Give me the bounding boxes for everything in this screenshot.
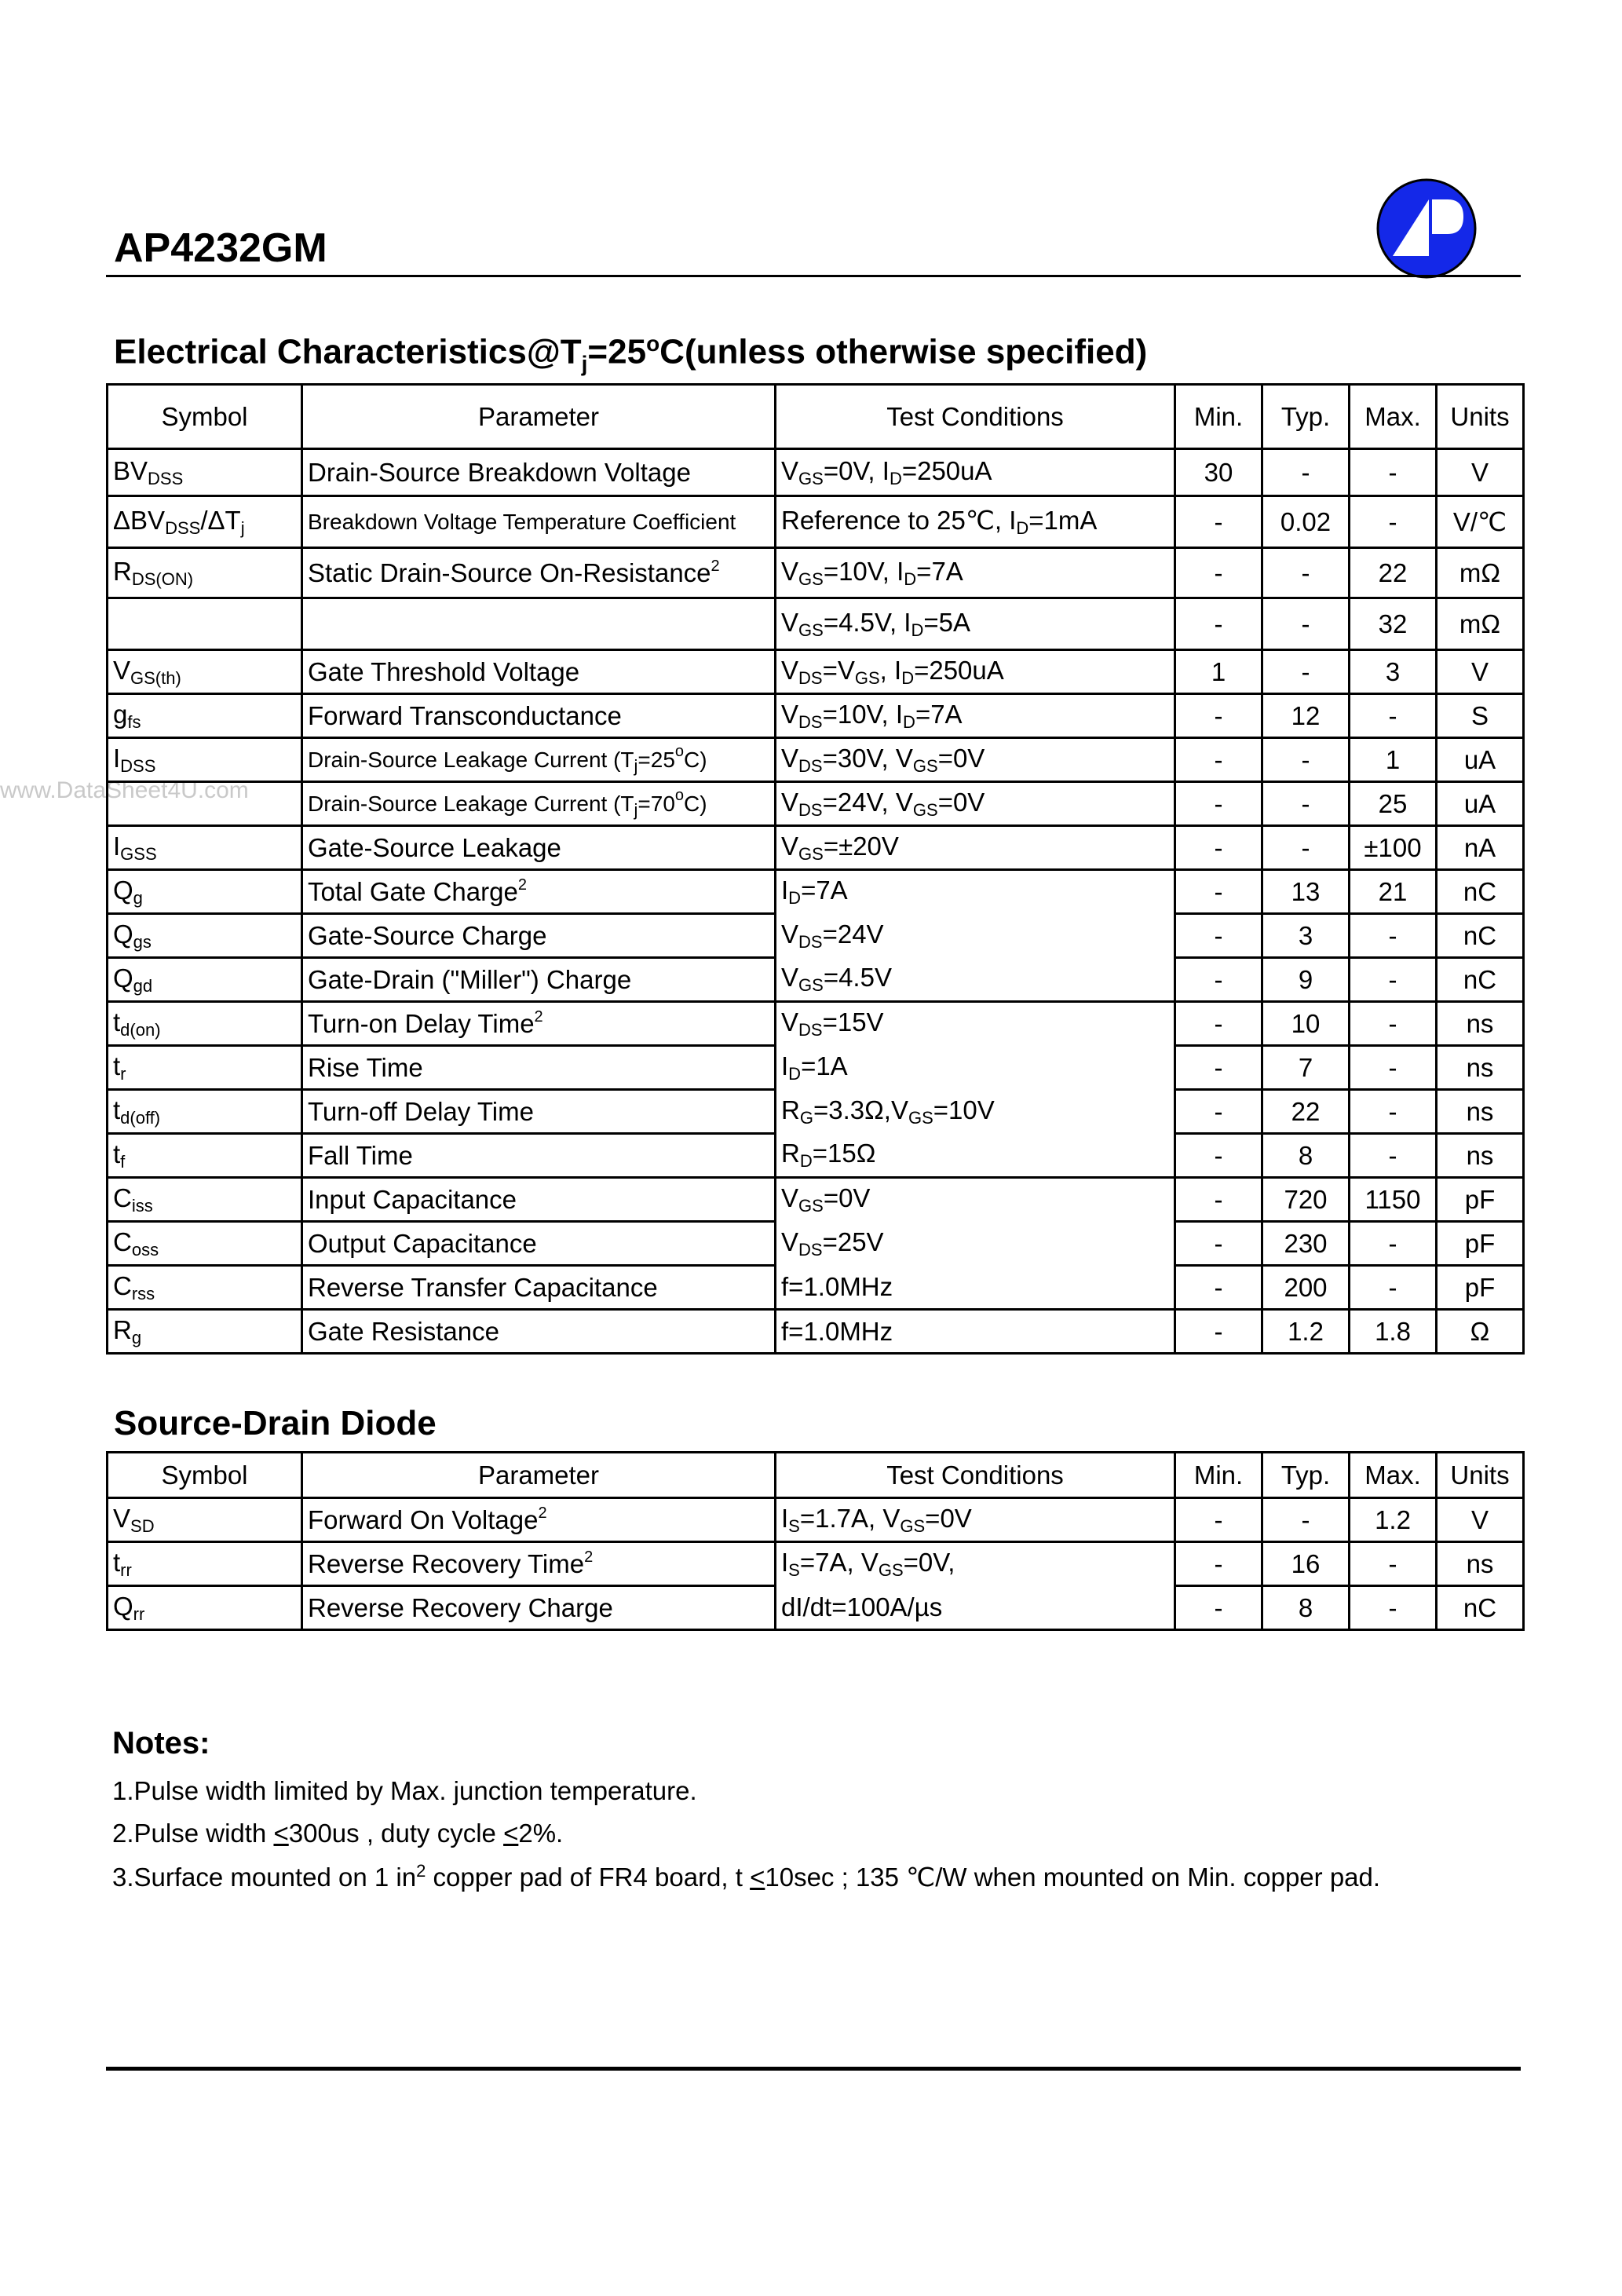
parameter-cell: Rise Time [302, 1046, 776, 1090]
parameter-cell: Input Capacitance [302, 1178, 776, 1222]
max-cell: 21 [1350, 870, 1437, 914]
note-2: 2.Pulse width <300us , duty cycle <2%. [112, 1819, 564, 1848]
min-cell: - [1175, 1222, 1262, 1266]
min-cell: - [1175, 914, 1262, 958]
symbol-cell: $Q_{gs}$ [108, 914, 302, 958]
parameter-cell: Fall Time [302, 1134, 776, 1178]
notes-title: Notes: [112, 1726, 210, 1760]
note-3: 3.Surface mounted on 1 $in^2$ copper pad of FR4 board, t <10sec ; 135 ℃/W when mounted on Min. copper pad. [112, 1861, 1381, 1892]
symbol-cell: $R_{DS(ON)}$ [108, 548, 302, 598]
unit-cell: pF [1437, 1266, 1524, 1310]
table-row [108, 1266, 1524, 1310]
typ-cell: - [1262, 782, 1350, 826]
unit-cell: mΩ [1437, 548, 1524, 598]
max-cell: 1150 [1350, 1178, 1437, 1222]
symbol-cell: $V_{SD}$ [108, 1498, 302, 1542]
header-symbol: Symbol [108, 385, 302, 449]
parameter-cell: Gate-Source Leakage [302, 826, 776, 870]
parameter-cell: Reverse Transfer Capacitance [302, 1266, 776, 1310]
symbol-cell: $t_r$ [108, 1046, 302, 1090]
test-condition-cell: $I_D=7A$ [776, 870, 1175, 914]
table-row [108, 1586, 1524, 1630]
symbol-cell: $BV_{DSS}$ [108, 449, 302, 496]
min-cell: - [1175, 1090, 1262, 1134]
typ-cell: - [1262, 650, 1350, 694]
symbol-cell: $\Delta BV_{DSS}/\Delta T_j$ [108, 496, 302, 548]
table-row [108, 826, 1524, 870]
table-row [108, 1498, 1524, 1542]
diode-title: Source-Drain Diode [114, 1404, 437, 1442]
unit-cell: uA [1437, 782, 1524, 826]
min-cell: - [1175, 782, 1262, 826]
max-cell: 1.2 [1350, 1498, 1437, 1542]
test-condition-cell: Reference to 25℃, $I_D=1mA$ [776, 496, 1175, 548]
symbol-cell: $C_{iss}$ [108, 1178, 302, 1222]
header-parameter: Parameter [302, 1453, 776, 1498]
min-cell: - [1175, 826, 1262, 870]
header-max: Max. [1350, 385, 1437, 449]
source-drain-diode-table [106, 1451, 1525, 1631]
typ-cell: - [1262, 826, 1350, 870]
symbol-cell: $Q_{rr}$ [108, 1586, 302, 1630]
symbol-cell [108, 782, 302, 826]
unit-cell: Ω [1437, 1310, 1524, 1354]
symbol-cell: $R_g$ [108, 1310, 302, 1354]
typ-cell: 9 [1262, 958, 1350, 1002]
parameter-cell: Reverse Recovery Time$^2$ [302, 1542, 776, 1586]
symbol-cell: $Q_{gd}$ [108, 958, 302, 1002]
min-cell: - [1175, 1134, 1262, 1178]
table-row [108, 694, 1524, 738]
electrical-title: Electrical $Characteristics@T_j=25^oC(unless$ otherwise specified) [114, 331, 1148, 376]
header-units: Units [1437, 1453, 1524, 1498]
table-row [108, 1310, 1524, 1354]
test-condition-cell: f=1.0MHz [776, 1266, 1175, 1310]
table-row [108, 496, 1524, 548]
typ-cell: - [1262, 1498, 1350, 1542]
typ-cell: 10 [1262, 1002, 1350, 1046]
unit-cell: nC [1437, 870, 1524, 914]
unit-cell: ns [1437, 1046, 1524, 1090]
part-number: AP4232GM [114, 225, 327, 271]
test-condition-cell: $V_{GS}=4.5V$ [776, 958, 1175, 1002]
unit-cell: ns [1437, 1090, 1524, 1134]
test-condition-cell: $I_S=1.7A$, $V_{GS}=0V$ [776, 1498, 1175, 1542]
typ-cell: 3 [1262, 914, 1350, 958]
max-cell: - [1350, 1222, 1437, 1266]
typ-cell: 0.02 [1262, 496, 1350, 548]
max-cell: 1.8 [1350, 1310, 1437, 1354]
min-cell: - [1175, 1586, 1262, 1630]
table-row [108, 738, 1524, 782]
header-min: Min. [1175, 385, 1262, 449]
typ-cell: 22 [1262, 1090, 1350, 1134]
unit-cell: ns [1437, 1134, 1524, 1178]
max-cell: 22 [1350, 548, 1437, 598]
min-cell: - [1175, 958, 1262, 1002]
table-row [108, 650, 1524, 694]
max-cell: - [1350, 449, 1437, 496]
test-condition-cell: $V_{DS}=30V$, $V_{GS}=0V$ [776, 738, 1175, 782]
min-cell: - [1175, 598, 1262, 650]
typ-cell: 230 [1262, 1222, 1350, 1266]
symbol-cell: $t_f$ [108, 1134, 302, 1178]
max-cell: - [1350, 1090, 1437, 1134]
parameter-cell: Output Capacitance [302, 1222, 776, 1266]
max-cell: ±100 [1350, 826, 1437, 870]
table-row [108, 1542, 1524, 1586]
min-cell: - [1175, 1266, 1262, 1310]
max-cell: - [1350, 694, 1437, 738]
test-condition-cell: $I_S=7A$, $V_{GS}=0V$, [776, 1542, 1175, 1586]
parameter-cell: Turn-off Delay Time [302, 1090, 776, 1134]
symbol-cell: $V_{GS(th)}$ [108, 650, 302, 694]
typ-cell: - [1262, 738, 1350, 782]
header-units: Units [1437, 385, 1524, 449]
symbol-cell: $t_{d(off)}$ [108, 1090, 302, 1134]
max-cell: - [1350, 914, 1437, 958]
parameter-cell: Reverse Recovery Charge [302, 1586, 776, 1630]
test-condition-cell: dI/dt=100A/µs [776, 1586, 1175, 1630]
header-row [108, 385, 1524, 449]
unit-cell: uA [1437, 738, 1524, 782]
parameter-cell: Gate-Source Charge [302, 914, 776, 958]
test-condition-cell: $V_{DS}=15V$ [776, 1002, 1175, 1046]
header-test-conditions: Test Conditions [776, 385, 1175, 449]
symbol-cell: $g_{fs}$ [108, 694, 302, 738]
typ-cell: 200 [1262, 1266, 1350, 1310]
header-row [108, 1453, 1524, 1498]
unit-cell: V [1437, 449, 1524, 496]
unit-cell: nA [1437, 826, 1524, 870]
max-cell: 32 [1350, 598, 1437, 650]
unit-cell: mΩ [1437, 598, 1524, 650]
test-condition-cell: $V_{GS}=\pm 20V$ [776, 826, 1175, 870]
max-cell: - [1350, 1002, 1437, 1046]
company-logo [1375, 177, 1478, 280]
unit-cell: V [1437, 1498, 1524, 1542]
typ-cell: 13 [1262, 870, 1350, 914]
max-cell: - [1350, 1134, 1437, 1178]
test-condition-cell: $V_{DS}=25V$ [776, 1222, 1175, 1266]
symbol-cell: $t_{d(on)}$ [108, 1002, 302, 1046]
parameter-cell: Drain-Source Leakage Current $(T_j=70^oC)$ [302, 782, 776, 826]
typ-cell: 1.2 [1262, 1310, 1350, 1354]
test-condition-cell: $V_{GS}=0V$, $I_D=250uA$ [776, 449, 1175, 496]
test-condition-cell: f=1.0MHz [776, 1310, 1175, 1354]
max-cell: 25 [1350, 782, 1437, 826]
typ-cell: - [1262, 548, 1350, 598]
header-parameter: Parameter [302, 385, 776, 449]
typ-cell: 16 [1262, 1542, 1350, 1586]
parameter-cell: Gate Resistance [302, 1310, 776, 1354]
header-rule [106, 275, 1521, 277]
min-cell: - [1175, 1178, 1262, 1222]
test-condition-cell: $V_{GS}=4.5V$, $I_D=5A$ [776, 598, 1175, 650]
symbol-cell: $I_{GSS}$ [108, 826, 302, 870]
min-cell: - [1175, 548, 1262, 598]
unit-cell: ns [1437, 1542, 1524, 1586]
symbol-cell: $Q_g$ [108, 870, 302, 914]
symbol-cell: $C_{rss}$ [108, 1266, 302, 1310]
header-test-conditions: Test Conditions [776, 1453, 1175, 1498]
parameter-cell: Forward Transconductance [302, 694, 776, 738]
typ-cell: 8 [1262, 1134, 1350, 1178]
unit-cell: S [1437, 694, 1524, 738]
typ-cell: 8 [1262, 1586, 1350, 1630]
min-cell: - [1175, 496, 1262, 548]
max-cell: - [1350, 1542, 1437, 1586]
unit-cell: ns [1437, 1002, 1524, 1046]
watermark: www.DataSheet4U.com [0, 777, 249, 803]
typ-cell: 12 [1262, 694, 1350, 738]
parameter-cell: Total Gate Charge$^2$ [302, 870, 776, 914]
max-cell: 1 [1350, 738, 1437, 782]
test-condition-cell: $R_D=15\Omega$ [776, 1134, 1175, 1178]
max-cell: - [1350, 1046, 1437, 1090]
table-row [108, 1046, 1524, 1090]
symbol-cell: $t_{rr}$ [108, 1542, 302, 1586]
min-cell: - [1175, 1310, 1262, 1354]
min-cell: - [1175, 870, 1262, 914]
symbol-cell [108, 598, 302, 650]
min-cell: - [1175, 1046, 1262, 1090]
typ-cell: 720 [1262, 1178, 1350, 1222]
max-cell: - [1350, 1586, 1437, 1630]
max-cell: - [1350, 1266, 1437, 1310]
header-typ: Typ. [1262, 385, 1350, 449]
test-condition-cell: $V_{DS}=24V$ [776, 914, 1175, 958]
parameter-cell: Breakdown Voltage Temperature Coefficient [302, 496, 776, 548]
min-cell: - [1175, 738, 1262, 782]
electrical-characteristics-table [106, 383, 1525, 1355]
table-row [108, 1134, 1524, 1178]
parameter-cell: Gate Threshold Voltage [302, 650, 776, 694]
table-row [108, 598, 1524, 650]
header-max: Max. [1350, 1453, 1437, 1498]
unit-cell: nC [1437, 914, 1524, 958]
test-condition-cell: $I_D=1A$ [776, 1046, 1175, 1090]
min-cell: 1 [1175, 650, 1262, 694]
min-cell: - [1175, 1542, 1262, 1586]
unit-cell: nC [1437, 1586, 1524, 1630]
test-condition-cell: $V_{DS}=24V$, $V_{GS}=0V$ [776, 782, 1175, 826]
table-row [108, 958, 1524, 1002]
max-cell: - [1350, 496, 1437, 548]
table-row [108, 1222, 1524, 1266]
symbol-cell: $I_{DSS}$ [108, 738, 302, 782]
min-cell: 30 [1175, 449, 1262, 496]
max-cell: 3 [1350, 650, 1437, 694]
parameter-cell: Drain-Source Leakage Current $(T_j=25^oC)$ [302, 738, 776, 782]
header-typ: Typ. [1262, 1453, 1350, 1498]
unit-cell: V/℃ [1437, 496, 1524, 548]
unit-cell: pF [1437, 1178, 1524, 1222]
header-symbol: Symbol [108, 1453, 302, 1498]
typ-cell: 7 [1262, 1046, 1350, 1090]
parameter-cell: Drain-Source Breakdown Voltage [302, 449, 776, 496]
typ-cell: - [1262, 598, 1350, 650]
parameter-cell: Static Drain-Source On-Resistance$^2$ [302, 548, 776, 598]
unit-cell: nC [1437, 958, 1524, 1002]
parameter-cell [302, 598, 776, 650]
parameter-cell: Gate-Drain ("Miller") Charge [302, 958, 776, 1002]
min-cell: - [1175, 1002, 1262, 1046]
test-condition-cell: $V_{GS}=0V$ [776, 1178, 1175, 1222]
unit-cell: pF [1437, 1222, 1524, 1266]
min-cell: - [1175, 694, 1262, 738]
table-row [108, 1178, 1524, 1222]
table-row [108, 1090, 1524, 1134]
footer-rule [106, 2067, 1521, 2071]
table-row [108, 782, 1524, 826]
symbol-cell: $C_{oss}$ [108, 1222, 302, 1266]
table-row [108, 870, 1524, 914]
typ-cell: - [1262, 449, 1350, 496]
note-1: 1.Pulse width limited by Max. junction temperature. [112, 1776, 697, 1805]
table-row [108, 449, 1524, 496]
header-min: Min. [1175, 1453, 1262, 1498]
parameter-cell: Forward On Voltage$^2$ [302, 1498, 776, 1542]
max-cell: - [1350, 958, 1437, 1002]
table-row [108, 914, 1524, 958]
parameter-cell: Turn-on Delay Time$^2$ [302, 1002, 776, 1046]
table-row [108, 1002, 1524, 1046]
table-row [108, 548, 1524, 598]
min-cell: - [1175, 1498, 1262, 1542]
test-condition-cell: $V_{GS}=10V$, $I_D=7A$ [776, 548, 1175, 598]
test-condition-cell: $R_G=3.3\Omega,V_{GS}=10V$ [776, 1090, 1175, 1134]
unit-cell: V [1437, 650, 1524, 694]
test-condition-cell: $V_{DS}=10V$, $I_D=7A$ [776, 694, 1175, 738]
test-condition-cell: $V_{DS}=V_{GS}$, $I_D=250uA$ [776, 650, 1175, 694]
